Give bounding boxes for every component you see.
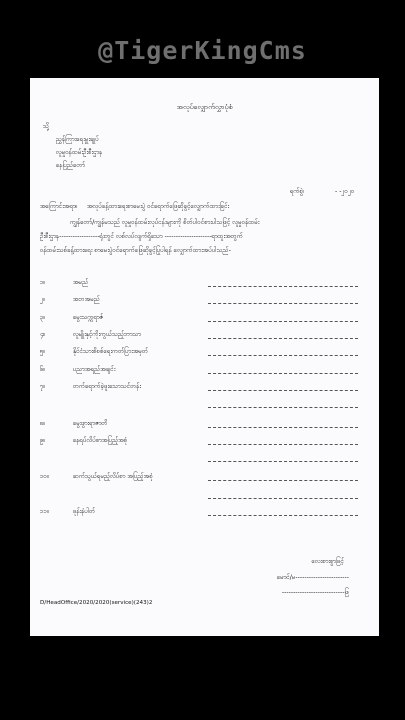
field-number: ၈။ xyxy=(40,420,46,427)
footer-reference: D/HeadOffice/2020/2020(service)(243)2 xyxy=(40,600,153,606)
field-label: ဆက်သွယ်ရမည့်လိပ်စာ အပြည့်အစုံ xyxy=(73,473,153,480)
field-blank-line[interactable] xyxy=(208,461,358,462)
subject-text: အလုပ်ခန့်ထားရေးစာမေးပွဲ ဝင်ရောက်ဖြေဆိုခွင့်လျှောက်ထားခြင်း xyxy=(87,203,230,210)
field-label: အဘအမည် xyxy=(73,296,100,303)
signature-line: ----------------------------ဖြ xyxy=(281,589,349,596)
to-label: သို့ xyxy=(43,123,49,130)
field-number: ၁၁။ xyxy=(40,508,49,515)
application-form-page xyxy=(30,78,379,636)
field-blank-line[interactable] xyxy=(208,303,358,304)
field-blank-line[interactable] xyxy=(208,390,358,391)
addressee-line-3: နေပြည်တော် xyxy=(56,162,86,169)
field-number: ၄။ xyxy=(40,331,46,338)
field-number: ၅။ xyxy=(40,348,46,355)
field-number: ၁။ xyxy=(40,279,46,286)
field-blank-line[interactable] xyxy=(208,321,358,322)
body-line-3: ဝန်ထမ်းသစ်ခန့်ထားရေး စာမေးပွဲဝင်ရောက်ဖြေဆိုခွင့်ပြုပါရန် လျှောက်ထားအပ်ပါသည်- xyxy=(40,247,231,254)
field-blank-line[interactable] xyxy=(208,286,358,287)
field-label: အမည် xyxy=(73,279,89,286)
field-label: ဖုန်းနံပါတ် xyxy=(73,508,96,515)
field-label: နေရပ်လိပ်စာအပြည့်အစုံ xyxy=(73,437,128,444)
signature-name-line: မောင်/မ------------------------ xyxy=(276,574,349,581)
field-label: ပညာအရည်အချင်း xyxy=(73,366,116,373)
field-blank-line[interactable] xyxy=(208,515,358,516)
field-label: လူမျိုးနှင့်ကိုးကွယ်သည့်ဘာသာ xyxy=(73,331,142,338)
date-label: ရက်စွဲ၊ xyxy=(290,188,305,195)
field-number: ၃။ xyxy=(40,314,46,321)
form-title: အလုပ်လျှောက်လွှာပုံစံ xyxy=(176,103,233,111)
field-number: ၉။ xyxy=(40,437,46,444)
field-blank-line[interactable] xyxy=(208,407,358,408)
field-number: ၆။ xyxy=(40,366,46,373)
date-value: - -၂၀၂၀ xyxy=(335,188,355,195)
field-label: မွေးဖွားရာဇာတိ xyxy=(73,420,108,427)
watermark: @TigerKingCms xyxy=(98,36,307,65)
field-number: ၁၀။ xyxy=(40,473,49,480)
field-label: တက်ရောက်ခဲ့ဖူးသောသင်တန်း xyxy=(73,383,142,390)
field-blank-line[interactable] xyxy=(208,373,358,374)
field-number: ၂။ xyxy=(40,296,45,303)
field-blank-line[interactable] xyxy=(208,498,358,499)
field-blank-line[interactable] xyxy=(208,338,358,339)
subject-label: အကြောင်းအရာ။ xyxy=(40,203,78,210)
field-label: မွေးသက္ကရာဇ် xyxy=(73,314,104,321)
field-blank-line[interactable] xyxy=(208,444,358,445)
signature-greeting: လေးစားစွာဖြင့် xyxy=(311,558,344,565)
addressee-line-2: လူမှုဝန်ထမ်းဦးစီးဌာန xyxy=(56,149,103,156)
field-blank-line[interactable] xyxy=(208,427,358,428)
field-blank-line[interactable] xyxy=(208,480,358,481)
addressee-line-1: ညွှန်ကြားရေးမှူးချုပ် xyxy=(56,136,99,143)
field-label: နိုင်ငံသားစိစစ်ရေးကတ်ပြားအမှတ် xyxy=(73,348,149,355)
field-blank-line[interactable] xyxy=(208,355,358,356)
body-line-1: ကျွန်တော်/ကျွန်မသည် လူမှုဝန်ထမ်းလုပ်ငန်းများကို စိတ်ပါဝင်စားပါသဖြင့် လူမှုဝန်ထမ်း xyxy=(70,219,260,226)
body-line-2: ဦးစီးဌာန------------------ရုံးတွင် လစ်လပ်လျက်ရှိသော ---------------------ရာထူးအတွက် xyxy=(40,233,243,240)
field-number: ၇။ xyxy=(40,383,46,390)
